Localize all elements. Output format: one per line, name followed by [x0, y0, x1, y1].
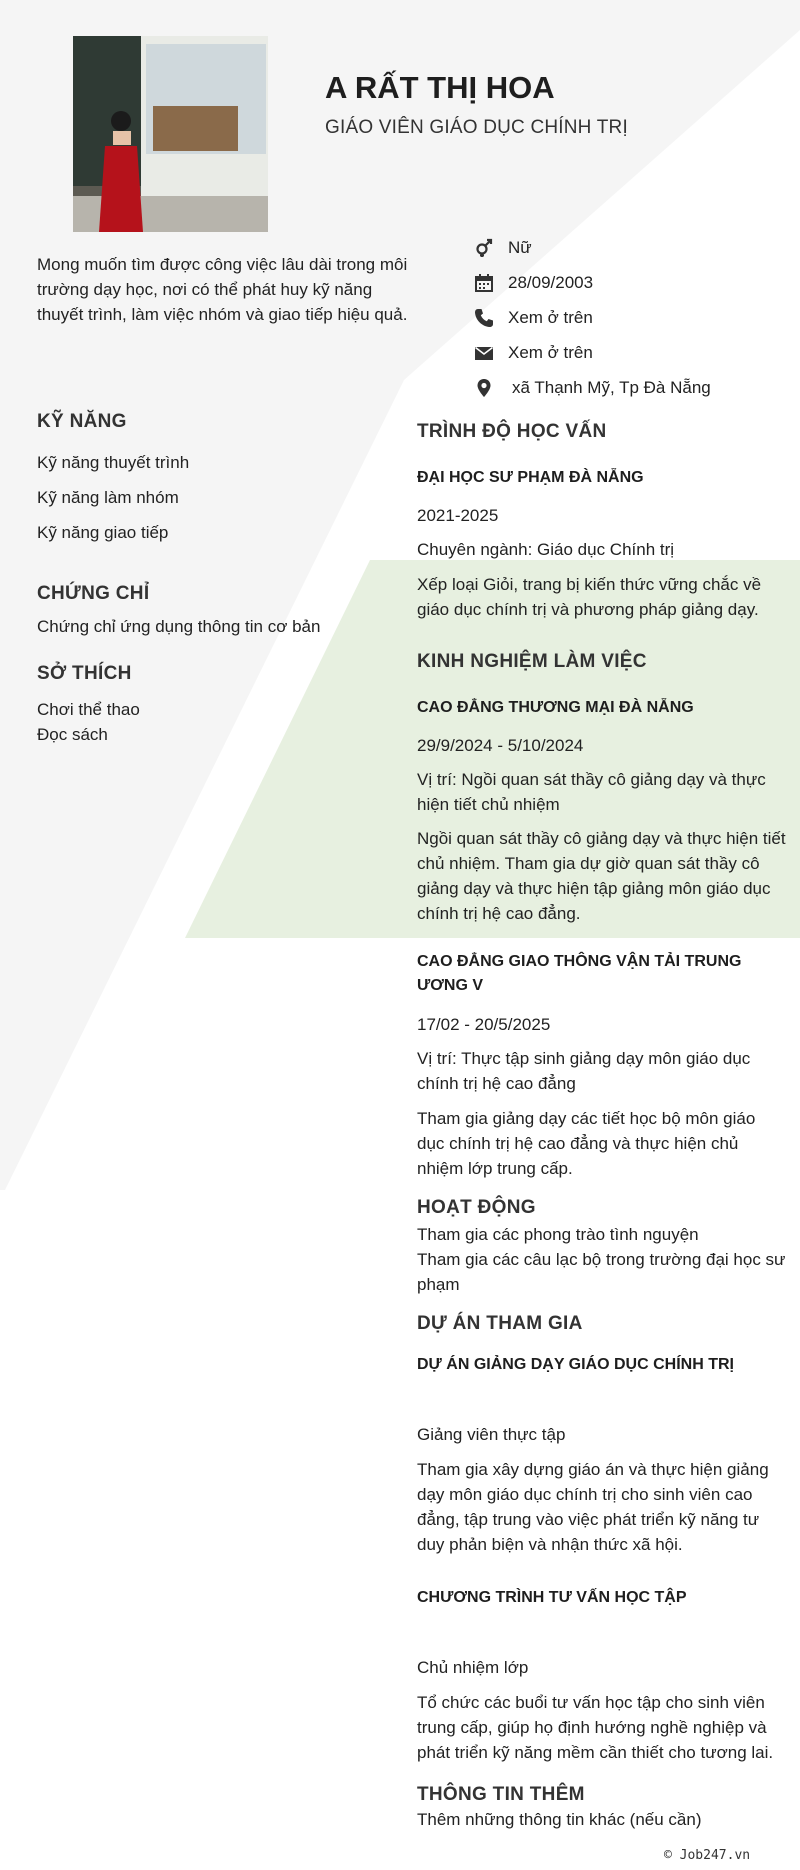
- job-description: Tham gia giảng dạy các tiết học bộ môn giáo dục chính trị hệ cao đẳng và thực hiện chủ nhiệm lớp trung cấp.: [417, 1109, 756, 1178]
- candidate-title: GIÁO VIÊN GIÁO DỤC CHÍNH TRỊ: [325, 117, 628, 138]
- job-company: CAO ĐẲNG GIAO THÔNG VẬN TẢI TRUNG ƯƠNG V: [417, 953, 742, 994]
- activities-heading: HOẠT ĐỘNG: [417, 1197, 536, 1218]
- map-pin-icon: [472, 376, 496, 400]
- activity-item: Tham gia các câu lạc bộ trong trường đại học sư phạm: [417, 1250, 786, 1294]
- envelope-icon: [472, 341, 496, 365]
- contact-info: [472, 230, 711, 405]
- job-period: 29/9/2024 - 5/10/2024: [417, 736, 584, 755]
- career-objective: Mong muốn tìm được công việc lâu dài trong môi trường dạy học, nơi có thể phát huy kỹ năng thuyết trình, làm việc nhóm và giao tiếp hiệu quả.: [37, 255, 408, 324]
- extra-info-text: Thêm những thông tin khác (nếu cần): [417, 1810, 702, 1829]
- contact-email: [472, 335, 711, 370]
- calendar-icon: [472, 271, 496, 295]
- hobbies-list: [37, 697, 140, 747]
- skill-item: Kỹ năng thuyết trình: [37, 453, 190, 472]
- certificates-heading: CHỨNG CHỈ: [37, 583, 150, 604]
- education-period: 2021-2025: [417, 506, 499, 525]
- contact-birthday: [472, 265, 711, 300]
- job-position: Vị trí: Thực tập sinh giảng dạy môn giáo dục chính trị hệ cao đẳng: [417, 1049, 751, 1093]
- profile-photo: [73, 36, 268, 232]
- contact-phone: [472, 300, 711, 335]
- gender-icon: [472, 236, 496, 260]
- education-school: ĐẠI HỌC SƯ PHẠM ĐÀ NẴNG: [417, 469, 644, 486]
- birthday-value: 28/09/2003: [508, 272, 594, 292]
- job-position: Vị trí: Ngồi quan sát thầy cô giảng dạy và thực hiện tiết chủ nhiệm: [417, 770, 766, 814]
- skill-item: Kỹ năng giao tiếp: [37, 523, 169, 542]
- hobbies-heading: SỞ THÍCH: [37, 663, 132, 684]
- project-role: Giảng viên thực tập: [417, 1425, 566, 1444]
- projects-heading: DỰ ÁN THAM GIA: [417, 1313, 583, 1334]
- footer-credit: © Job247.vn: [664, 1848, 751, 1863]
- address-value: xã Thạnh Mỹ, Tp Đà Nẵng: [512, 377, 711, 397]
- phone-icon: [472, 306, 496, 330]
- project-name: CHƯƠNG TRÌNH TƯ VẤN HỌC TẬP: [417, 1589, 687, 1606]
- contact-address: [472, 370, 711, 405]
- education-major: Chuyên ngành: Giáo dục Chính trị: [417, 540, 675, 559]
- project-description: Tổ chức các buổi tư vấn học tập cho sinh viên trung cấp, giúp họ định hướng nghề nghiệp và phát triển kỹ năng mềm cần thiết cho tương lai.: [417, 1693, 774, 1762]
- gender-value: Nữ: [508, 237, 532, 257]
- job-company: CAO ĐẲNG THƯƠNG MẠI ĐÀ NẴNG: [417, 699, 694, 716]
- extra-info-heading: THÔNG TIN THÊM: [417, 1784, 585, 1805]
- certificate-item: Chứng chỉ ứng dụng thông tin cơ bản: [37, 617, 321, 636]
- hobby-item: Đọc sách: [37, 725, 108, 744]
- activities-list: [417, 1222, 792, 1297]
- job-period: 17/02 - 20/5/2025: [417, 1015, 551, 1034]
- skills-heading: KỸ NĂNG: [37, 411, 127, 432]
- activity-item: Tham gia các phong trào tình nguyện: [417, 1225, 699, 1244]
- project-name: DỰ ÁN GIẢNG DẠY GIÁO DỤC CHÍNH TRỊ: [417, 1356, 734, 1373]
- education-description: Xếp loại Giỏi, trang bị kiến thức vững chắc về giáo dục chính trị và phương pháp giảng dạy.: [417, 575, 762, 619]
- email-value: Xem ở trên: [508, 342, 593, 362]
- candidate-name: A RẤT THỊ HOA: [325, 70, 555, 105]
- job-description: Ngồi quan sát thầy cô giảng dạy và thực hiện tiết chủ nhiệm. Tham gia dự giờ quan sát thầy cô giảng dạy và thực hiện tập giảng môn giáo dục chính trị hệ cao đẳng.: [417, 829, 786, 923]
- contact-gender: [472, 230, 711, 265]
- experience-heading: KINH NGHIỆM LÀM VIỆC: [417, 651, 647, 672]
- project-role: Chủ nhiệm lớp: [417, 1658, 529, 1677]
- skill-item: Kỹ năng làm nhóm: [37, 488, 179, 507]
- phone-value: Xem ở trên: [508, 307, 593, 327]
- project-description: Tham gia xây dựng giáo án và thực hiện giảng dạy môn giáo dục chính trị cho sinh viên cao đẳng, tập trung vào việc phát triển kỹ năng tư duy phản biện và nhận thức xã hội.: [417, 1460, 769, 1554]
- education-heading: TRÌNH ĐỘ HỌC VẤN: [417, 421, 607, 442]
- hobby-item: Chơi thể thao: [37, 700, 140, 719]
- skills-list: [37, 445, 189, 550]
